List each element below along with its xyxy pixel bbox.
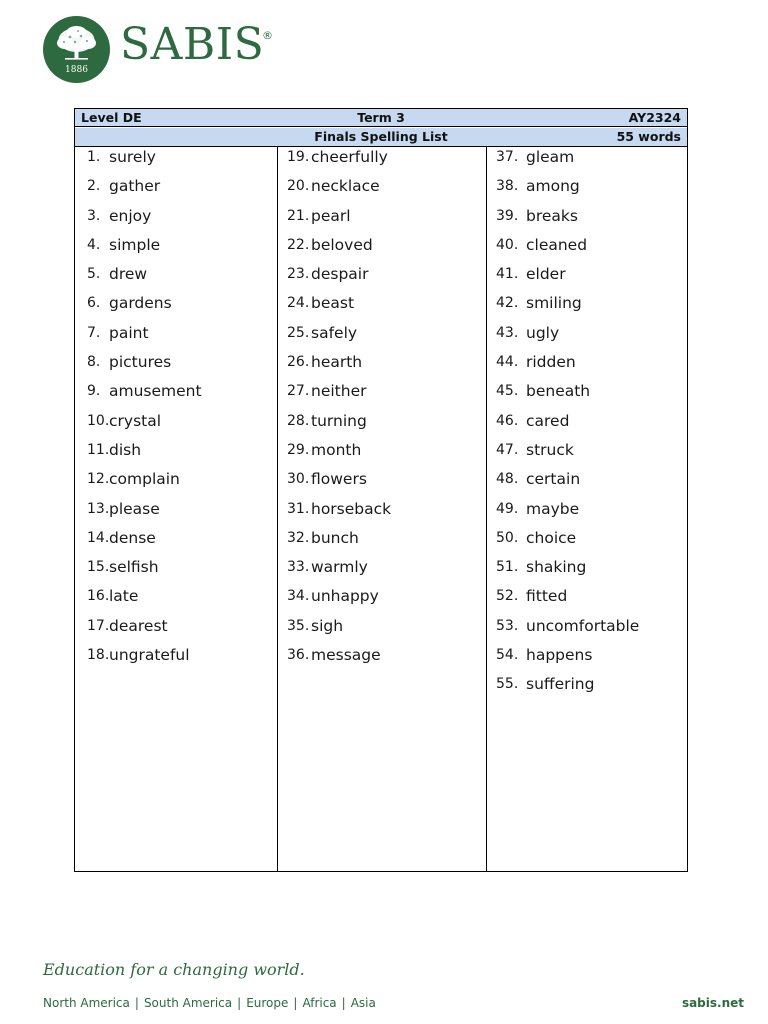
spelling-word: beneath <box>526 382 591 401</box>
word-number: 12. <box>87 471 110 488</box>
spelling-word: safely <box>311 323 358 342</box>
list-item <box>278 586 486 615</box>
word-number: 19. <box>287 149 310 165</box>
spelling-word: message <box>311 646 381 665</box>
tagline: Education for a changing world. <box>43 960 305 979</box>
list-item <box>487 616 687 645</box>
spelling-word: certain <box>526 470 581 489</box>
spelling-word: choice <box>526 528 577 547</box>
word-number: 18. <box>87 647 110 664</box>
list-item <box>487 674 687 703</box>
word-number: 35. <box>287 617 310 634</box>
region-name: Asia <box>350 996 376 1010</box>
list-item <box>75 469 277 498</box>
word-number: 30. <box>287 471 310 488</box>
list-item <box>487 381 687 410</box>
region-name: South America <box>143 996 233 1010</box>
region-separator: | <box>134 996 139 1010</box>
word-number: 23. <box>287 266 310 283</box>
spelling-word: elder <box>526 265 566 284</box>
spelling-word: beloved <box>311 235 373 254</box>
list-item <box>487 176 687 205</box>
word-number: 4. <box>87 236 101 253</box>
list-item <box>75 440 277 469</box>
sabis-logo-emblem <box>43 16 110 83</box>
spelling-word: dish <box>109 440 142 459</box>
list-item <box>487 499 687 528</box>
list-item <box>487 586 687 615</box>
spelling-list-table <box>74 108 688 872</box>
word-number: 24. <box>287 295 310 312</box>
spelling-word: pictures <box>109 353 172 372</box>
word-number: 11. <box>87 441 110 458</box>
spelling-word: bunch <box>311 528 359 547</box>
list-item <box>487 440 687 469</box>
spelling-word: warmly <box>311 558 368 577</box>
word-list-1 <box>75 147 277 674</box>
spelling-word: unhappy <box>311 587 379 606</box>
word-number: 13. <box>87 500 110 517</box>
spelling-word: amusement <box>109 382 202 401</box>
spelling-word: ugly <box>526 323 560 342</box>
region-name: North America <box>43 996 130 1010</box>
spelling-word: cleaned <box>526 235 588 254</box>
spelling-word: simple <box>109 235 161 254</box>
word-column-3 <box>487 147 687 871</box>
word-number: 21. <box>287 207 310 224</box>
list-item <box>278 147 486 176</box>
spelling-word: fitted <box>526 587 568 606</box>
word-number: 43. <box>496 324 519 341</box>
word-number: 48. <box>496 471 519 488</box>
spelling-word: crystal <box>109 411 162 430</box>
list-item <box>278 323 486 352</box>
list-item <box>75 206 277 235</box>
brand-name: SABIS <box>120 19 265 70</box>
list-item <box>278 411 486 440</box>
list-item <box>75 586 277 615</box>
word-number: 6. <box>87 295 101 312</box>
list-title: Finals Spelling List <box>314 129 448 144</box>
spelling-word: complain <box>109 470 180 489</box>
word-number: 15. <box>87 559 110 576</box>
word-number: 25. <box>287 324 310 341</box>
spelling-word: ridden <box>526 353 576 372</box>
list-item <box>278 469 486 498</box>
spelling-word: despair <box>311 265 369 284</box>
spelling-word: uncomfortable <box>526 616 640 635</box>
spelling-word: late <box>109 587 139 606</box>
word-number: 53. <box>496 617 519 634</box>
word-number: 52. <box>496 588 519 605</box>
word-number: 29. <box>287 441 310 458</box>
spelling-word: among <box>526 177 580 196</box>
spelling-word: dearest <box>109 616 168 635</box>
list-item <box>75 176 277 205</box>
word-number: 38. <box>496 178 519 195</box>
word-number: 54. <box>496 647 519 664</box>
spelling-word: smiling <box>526 294 582 313</box>
word-list-3 <box>487 147 687 704</box>
word-number: 42. <box>496 295 519 312</box>
spelling-word: cared <box>526 411 570 430</box>
list-item <box>75 264 277 293</box>
list-item <box>487 469 687 498</box>
spelling-word: pearl <box>311 206 351 225</box>
word-number: 47. <box>496 441 519 458</box>
spelling-word: flowers <box>311 470 367 489</box>
list-item <box>487 352 687 381</box>
spelling-word: neither <box>311 382 367 401</box>
word-number: 2. <box>87 178 101 195</box>
list-item <box>75 616 277 645</box>
word-column-2 <box>278 147 487 871</box>
list-item <box>487 293 687 322</box>
list-item <box>75 381 277 410</box>
word-number: 16. <box>87 588 110 605</box>
list-item <box>278 440 486 469</box>
academic-year-label: AY2324 <box>628 110 681 125</box>
registered-mark: ® <box>262 29 273 42</box>
spelling-word: dense <box>109 528 156 547</box>
word-number: 20. <box>287 178 310 195</box>
list-item <box>75 293 277 322</box>
spelling-word: breaks <box>526 206 578 225</box>
spelling-word: gardens <box>109 294 172 313</box>
list-item <box>278 352 486 381</box>
spelling-word: month <box>311 440 362 459</box>
list-item <box>278 264 486 293</box>
term-label: Term 3 <box>357 110 405 125</box>
word-number: 34. <box>287 588 310 605</box>
spelling-word: hearth <box>311 353 363 372</box>
list-item <box>75 499 277 528</box>
spelling-word: struck <box>526 440 574 459</box>
word-number: 28. <box>287 412 310 429</box>
website-link[interactable]: sabis.net <box>681 996 744 1010</box>
list-item <box>278 528 486 557</box>
list-item <box>278 557 486 586</box>
spelling-word: necklace <box>311 177 380 196</box>
spelling-word: surely <box>109 148 156 166</box>
list-item <box>487 528 687 557</box>
word-number: 55. <box>496 676 519 693</box>
word-number: 40. <box>496 236 519 253</box>
spelling-word: horseback <box>311 499 392 518</box>
table-header-row-2 <box>75 128 687 147</box>
list-item <box>75 235 277 264</box>
word-number: 51. <box>496 559 519 576</box>
word-number: 46. <box>496 412 519 429</box>
spelling-word: gleam <box>526 148 575 166</box>
list-item <box>75 528 277 557</box>
word-number: 10. <box>87 412 110 429</box>
word-count: 55 words <box>616 129 681 144</box>
spelling-word: sigh <box>311 616 344 635</box>
level-label: Level DE <box>81 110 142 125</box>
word-list-2 <box>278 147 486 674</box>
word-number: 49. <box>496 500 519 517</box>
word-number: 27. <box>287 383 310 400</box>
spelling-word: ungrateful <box>109 646 190 665</box>
word-number: 3. <box>87 207 101 224</box>
list-item <box>278 293 486 322</box>
word-number: 41. <box>496 266 519 283</box>
word-number: 7. <box>87 324 101 341</box>
word-number: 5. <box>87 266 101 283</box>
list-item <box>75 645 277 674</box>
word-number: 9. <box>87 383 101 400</box>
word-number: 37. <box>496 149 519 165</box>
list-item <box>487 235 687 264</box>
regions-list <box>43 996 376 1010</box>
spelling-word: happens <box>526 646 593 665</box>
region-separator: | <box>293 996 298 1010</box>
spelling-word: gather <box>109 177 161 196</box>
list-item <box>487 147 687 176</box>
region-separator: | <box>341 996 346 1010</box>
region-name: Europe <box>246 996 289 1010</box>
word-number: 8. <box>87 354 101 371</box>
word-number: 31. <box>287 500 310 517</box>
word-number: 22. <box>287 236 310 253</box>
list-item <box>75 323 277 352</box>
list-item <box>487 411 687 440</box>
region-name: Africa <box>302 996 337 1010</box>
spelling-word: please <box>109 499 160 518</box>
list-item <box>278 616 486 645</box>
list-item <box>487 645 687 674</box>
list-item <box>278 499 486 528</box>
word-number: 36. <box>287 647 310 664</box>
word-number: 1. <box>87 149 101 165</box>
list-item <box>75 147 277 176</box>
list-item <box>278 206 486 235</box>
word-number: 50. <box>496 529 519 546</box>
region-separator: | <box>237 996 242 1010</box>
list-item <box>278 381 486 410</box>
spelling-word: drew <box>109 265 148 284</box>
logo-year: 1886 <box>65 65 88 75</box>
word-number: 45. <box>496 383 519 400</box>
spelling-word: beast <box>311 294 355 313</box>
word-number: 32. <box>287 529 310 546</box>
spelling-word: paint <box>109 323 149 342</box>
list-item <box>278 235 486 264</box>
spelling-word: cheerfully <box>311 148 388 166</box>
list-item <box>487 206 687 235</box>
word-number: 26. <box>287 354 310 371</box>
word-column-1 <box>75 147 278 871</box>
word-number: 44. <box>496 354 519 371</box>
list-item <box>487 264 687 293</box>
list-item <box>75 411 277 440</box>
list-item <box>278 645 486 674</box>
list-item <box>487 557 687 586</box>
spelling-word: shaking <box>526 558 587 577</box>
spelling-word: suffering <box>526 675 595 694</box>
list-item <box>75 352 277 381</box>
word-number: 17. <box>87 617 110 634</box>
list-item <box>75 557 277 586</box>
word-number: 14. <box>87 529 110 546</box>
list-item <box>278 176 486 205</box>
spelling-word: turning <box>311 411 367 430</box>
spelling-word: maybe <box>526 499 580 518</box>
spelling-word: selfish <box>109 558 159 577</box>
word-number: 33. <box>287 559 310 576</box>
spelling-word: enjoy <box>109 206 152 225</box>
table-header-row-1 <box>75 109 687 127</box>
list-item <box>487 323 687 352</box>
word-number: 39. <box>496 207 519 224</box>
